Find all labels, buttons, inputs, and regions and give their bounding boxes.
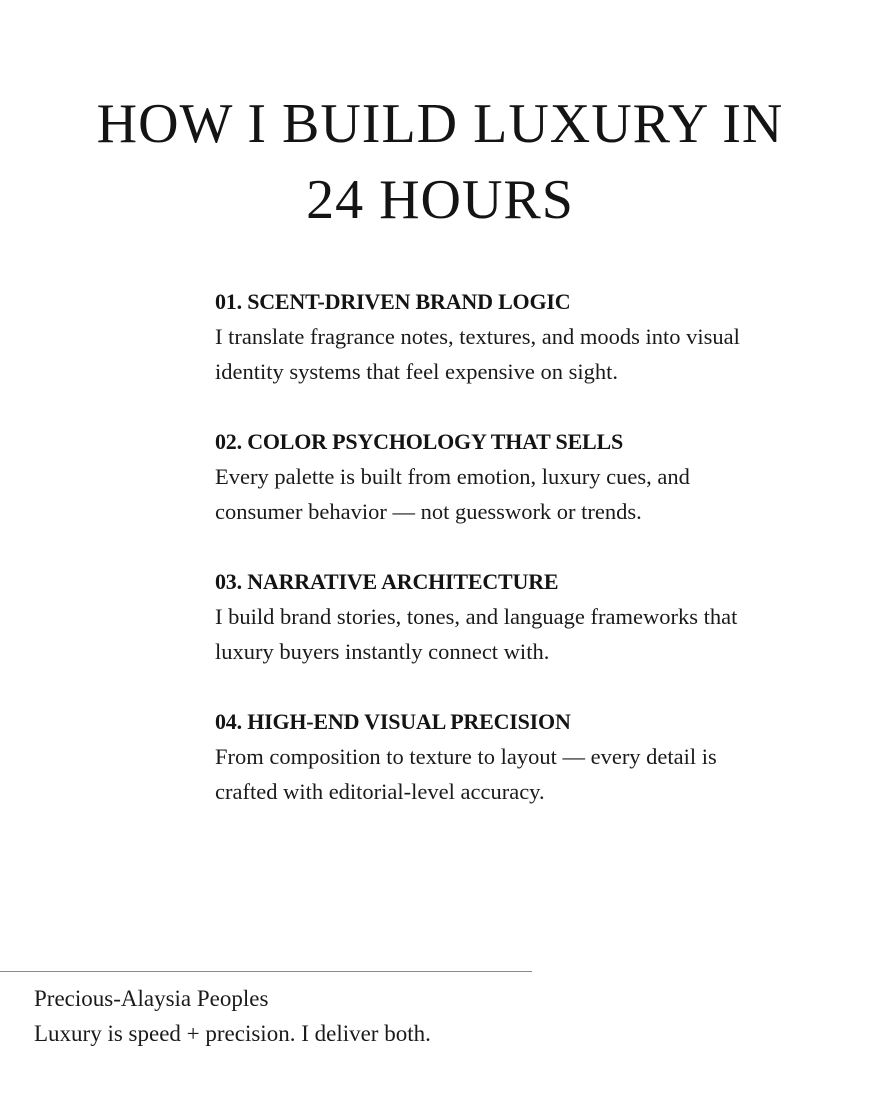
- section-heading: 03. NARRATIVE ARCHITECTURE: [215, 569, 559, 594]
- page-title-line-2: 24 HOURS: [306, 169, 574, 231]
- section-body: I build brand stories, tones, and language frameworks that luxury buyers instantly connect with.: [215, 604, 738, 664]
- page-title-line-1: HOW I BUILD LUXURY IN: [96, 93, 784, 155]
- section-scent-driven-brand-logic: [215, 284, 755, 389]
- sections-list: [215, 284, 755, 844]
- section-heading: 04. HIGH-END VISUAL PRECISION: [215, 709, 571, 734]
- section-color-psychology: [215, 424, 755, 529]
- footer-divider: [0, 971, 532, 972]
- section-visual-precision: [215, 704, 755, 809]
- section-narrative-architecture: [215, 564, 755, 669]
- section-body: From composition to texture to layout — every detail is crafted with editorial-level accuracy.: [215, 744, 717, 804]
- section-body: I translate fragrance notes, textures, and moods into visual identity systems that feel expensive on sight.: [215, 324, 740, 384]
- footer-tagline: Luxury is speed + precision. I deliver both.: [34, 1021, 431, 1046]
- footer: [34, 981, 834, 1051]
- section-heading: 01. SCENT-DRIVEN BRAND LOGIC: [215, 289, 571, 314]
- section-body: Every palette is built from emotion, luxury cues, and consumer behavior — not guesswork or trends.: [215, 464, 690, 524]
- footer-author: Precious-Alaysia Peoples: [34, 986, 269, 1011]
- section-heading: 02. COLOR PSYCHOLOGY THAT SELLS: [215, 429, 624, 454]
- page-title: [0, 86, 880, 238]
